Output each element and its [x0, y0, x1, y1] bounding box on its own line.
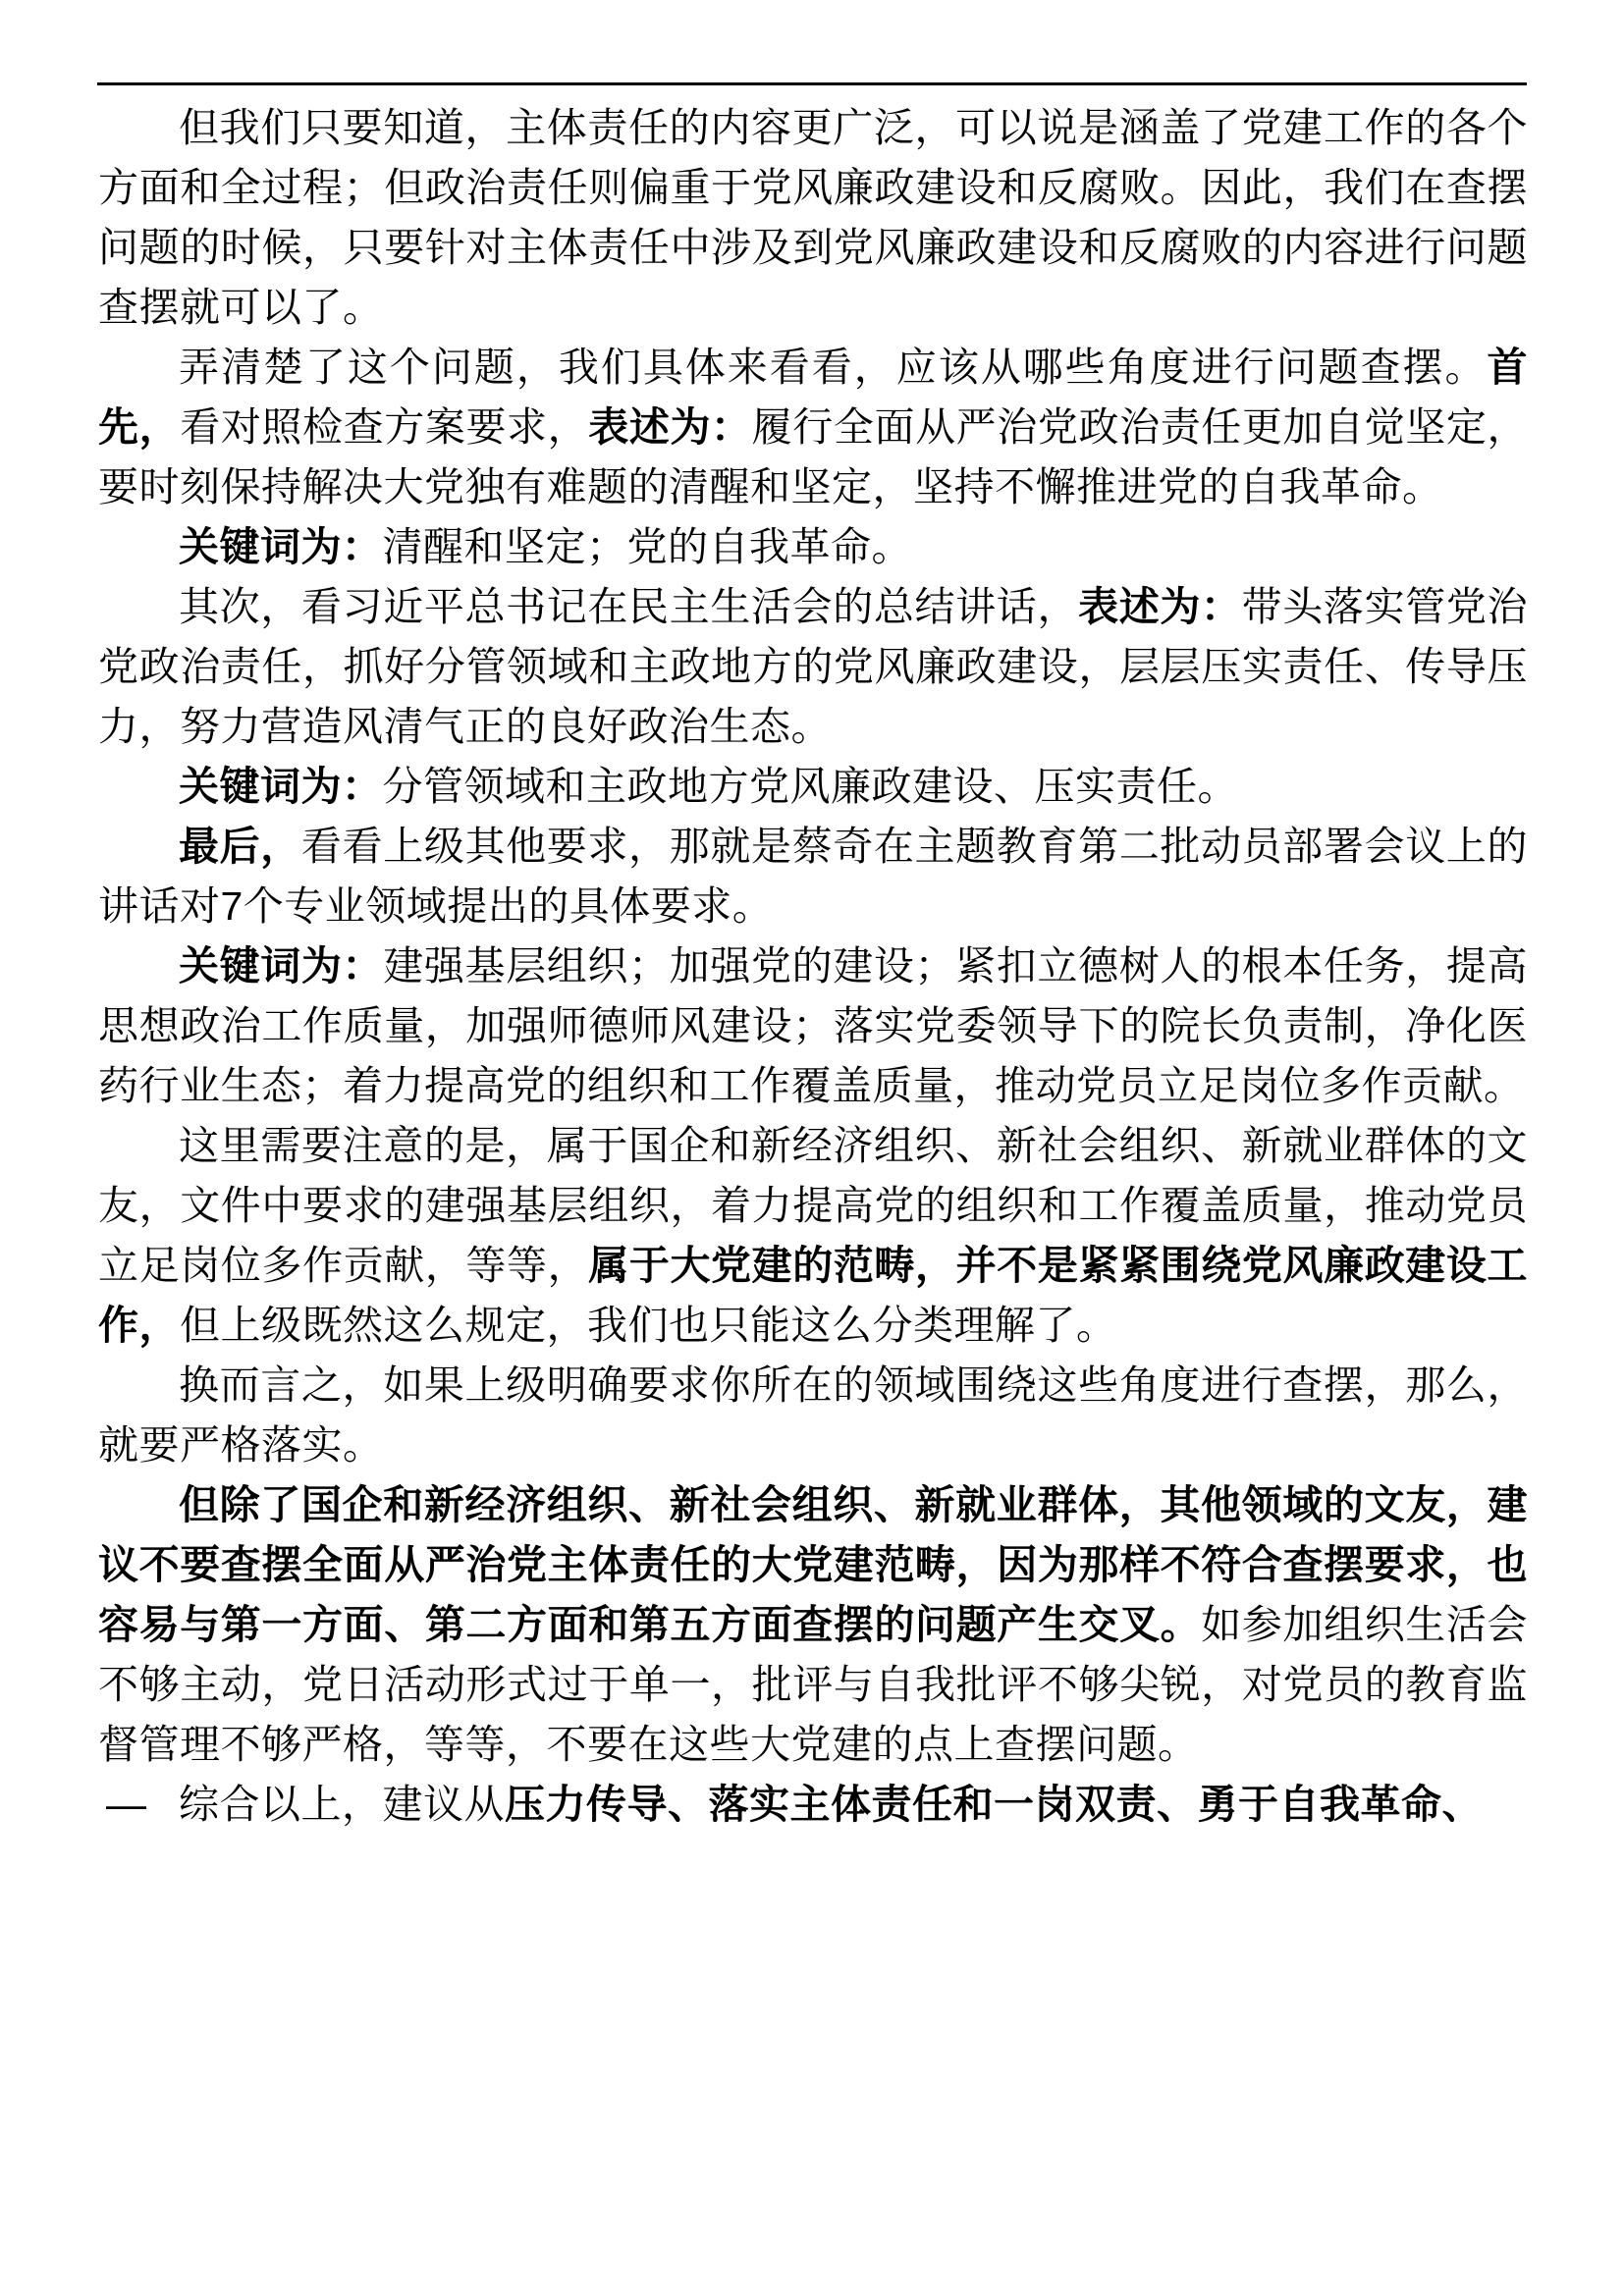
text-run: 建强基层组织；加强党的建设；紧扣立德树人的根本任务，提高思想政治工作质量，加强师德师风建设；落实党委领导下的院长负责制，净化医药行业生态；着力提高党的组织和工作覆盖质量，推动党员立足岗位多作贡献。 — [98, 943, 1528, 1108]
text-run: 履行全面从严治党政治责任更加自觉坚定，要时刻保持解决大党独有难题的清醒和坚定，坚持不懈推进党的自我革命。 — [98, 404, 1529, 509]
text-run: 但我们只要知道，主体责任的内容更广泛，可以说是涵盖了党建工作的各个方面和全过程；但政治责任则偏重于党风廉政建设和反腐败。因此，我们在查摆问题的时候，只要针对主体责任中涉及到党风廉政建设和反腐败的内容进行问题查摆就可以了。 — [98, 105, 1528, 330]
bold-text-run: 最后， — [179, 824, 301, 869]
paragraph — [98, 1775, 1528, 1835]
paragraph — [98, 577, 1528, 757]
paragraph — [98, 1356, 1528, 1475]
text-run: 换而言之，如果上级明确要求你所在的领域围绕这些角度进行查摆，那么，就要严格落实。 — [98, 1362, 1528, 1468]
bold-text-run: 压力传导、落实主体责任和一岗双责、勇于自我革命、 — [505, 1782, 1483, 1827]
text-run: 这里需要注意的是，属于国企和新经济组织、新社会组织、新就业群体的文友，文件中要求的建强基层组织，着力提高党的组织和工作覆盖质量，推动党员立足岗位多作贡献，等等， — [98, 1123, 1528, 1288]
text-run: 但上级既然这么规定，我们也只能这么分类理解了。 — [180, 1303, 1117, 1348]
text-run: 综合以上，建议从 — [179, 1782, 505, 1827]
bold-text-run: 关键词为： — [179, 764, 383, 809]
bold-text-run: 但除了国企和新经济组织、新社会组织、新就业群体，其他领域的文友，建议不要查摆全面从严治党主体责任的大党建范畴，因为那样不符合查摆要求，也容易与第一方面、第二方面和第五方面查摆的问题产生交叉。 — [98, 1482, 1528, 1647]
paragraph — [98, 1475, 1528, 1775]
document-body — [98, 98, 1528, 1835]
bold-text-run: 关键词为： — [179, 943, 384, 988]
paragraph — [98, 1116, 1528, 1356]
header-rule — [97, 82, 1527, 85]
bold-text-run: 属于大党建的范畴，并不是紧紧围绕党风廉政建设工作， — [98, 1243, 1528, 1348]
paragraph — [98, 817, 1528, 936]
text-run: 看对照检查方案要求， — [180, 404, 589, 450]
text-run: 弄清楚了这个问题，我们具体来看看，应该从哪些角度进行问题查摆。 — [179, 345, 1488, 390]
paragraph — [98, 757, 1528, 817]
text-run: 分管领域和主政地方党风廉政建设、压实责任。 — [382, 764, 1238, 809]
bold-text-run: 表述为： — [1078, 584, 1242, 629]
list-dash-marker: — — [106, 1782, 147, 1827]
text-run: 其次，看习近平总书记在民主生活会的总结讲话， — [179, 584, 1079, 629]
paragraph — [98, 338, 1528, 517]
bold-text-run: 首先， — [98, 345, 1528, 450]
bold-text-run: 表述为： — [588, 404, 752, 450]
bold-text-run: 关键词为： — [179, 524, 383, 569]
text-run: 带头落实管党治党政治责任，抓好分管领域和主政地方的党风廉政建设，层层压实责任、传导压力，努力营造风清气正的良好政治生态。 — [98, 584, 1528, 749]
paragraph — [98, 98, 1528, 338]
paragraph — [98, 517, 1528, 577]
text-run: 清醒和坚定；党的自我革命。 — [382, 524, 912, 569]
text-run: 看看上级其他要求，那就是蔡奇在主题教育第二批动员部署会议上的讲话对7个专业领域提出的具体要求。 — [98, 824, 1528, 929]
text-run: 如参加组织生活会不够主动，党日活动形式过于单一，批评与自我批评不够尖锐，对党员的教育监督管理不够严格，等等，不要在这些大党建的点上查摆问题。 — [98, 1602, 1529, 1767]
paragraph — [98, 936, 1528, 1116]
